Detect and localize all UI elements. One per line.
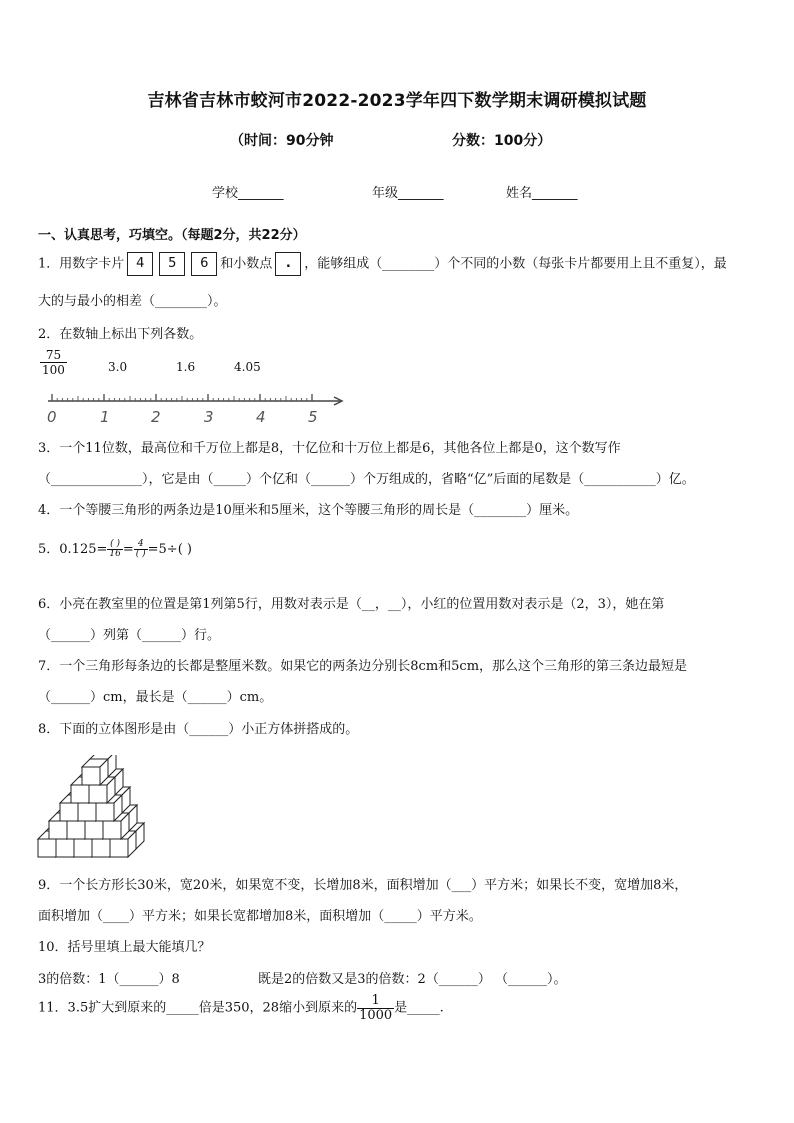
cube-front-face [60,803,78,821]
q11-suffix: 是_____. [394,1000,444,1016]
axis-label-3: 3 [204,408,214,426]
question-7-line1: 7．一个三角形每条边的长都是整厘米数。如果它的两条边分别长8cm和5cm，那么这个三角形的第三条边最短是 [38,659,688,674]
q11-fraction [357,994,394,1022]
q5-f1-den: 16 [109,549,121,559]
question-2: 2．在数轴上标出下列各数。 [38,327,203,342]
q2-fraction [40,348,67,377]
question-6-line1: 6．小亮在教室里的位置是第1列第5行，用数对表示是（__，__），小红的位置用数对表示是（2，3），她在第 [38,597,665,612]
question-9-line1: 9．一个长方形长30米，宽20米，如果宽不变，长增加8米，面积增加（___）平方米；如果长不变，宽增加8米， [38,878,688,893]
q11-frac-num: 1 [357,994,394,1009]
q2-number-4.05: 4.05 [234,360,261,374]
question-1 [38,252,727,277]
name-field: 姓名_______ [506,186,578,201]
number-line [40,390,350,430]
q5-suffix: =5÷( ) [147,542,192,557]
q11-frac-den: 1000 [359,1007,393,1023]
cube-front-face [85,821,103,839]
axis-label-1: 1 [100,408,110,426]
cube-front-face [38,839,56,857]
q1-rest: ，能够组成（________）个不同的小数（每张卡片都要用上且不重复），最 [304,256,727,272]
cube-front-face [103,821,121,839]
cube-front-face [96,803,114,821]
question-7-line2: （______）cm，最长是（______）cm。 [38,690,273,705]
card-4: 4 [127,252,153,276]
exam-time: （时间：90分钟 [230,133,334,149]
question-3-line2: （______________），它是由（_____）个亿和（______）个万组成的，省略“亿”后面的尾数是（___________）亿。 [38,472,695,487]
question-10: 10．括号里填上最大能填几？ [38,940,211,955]
q1-line2: 大的与最小的相差（________）。 [38,294,227,309]
cube-front-face [67,821,85,839]
question-8: 8．下面的立体图形是由（______）小正方体拼搭成的。 [38,722,359,737]
card-6: 6 [191,252,217,276]
card-decimal-point: . [275,252,301,276]
cube-front-face [89,785,107,803]
cube-front-face [78,803,96,821]
q2-fraction-num: 75 [40,348,67,363]
cube-front-face [74,839,92,857]
grade-field: 年级_______ [372,186,444,201]
question-3-line1: 3．一个11位数，最高位和千万位上都是8，十亿位和十万位上都是6，其他各位上都是0，这个数写作 [38,441,621,456]
q5-prefix: 5．0.125= [38,542,108,557]
q5-f2-num: 4 [134,540,148,550]
card-5: 5 [159,252,185,276]
q10-part-b: 既是2的倍数又是3的倍数：2（______） （______）。 [258,972,567,987]
q5-f1-num: ( ) [107,540,122,550]
question-6-line2: （______）列第（______）行。 [38,628,221,643]
axis-label-0: 0 [47,408,57,426]
axis-label-2: 2 [151,408,161,426]
cube-front-face [49,821,67,839]
page-title: 吉林省吉林市蛟河市2022-2023学年四下数学期末调研模拟试题 [147,91,647,111]
question-11 [38,994,444,1022]
q5-fraction-1 [107,540,122,560]
question-9-line2: 面积增加（____）平方米；如果长宽都增加8米，面积增加（_____）平方米。 [38,909,482,924]
q5-eq: = [122,542,134,557]
cube-stack-figure [36,755,160,859]
q2-number-1.6: 1.6 [176,360,196,374]
axis-label-5: 5 [308,408,318,426]
school-field: 学校_______ [212,186,284,201]
q2-number-3.0: 3.0 [108,360,128,374]
cube-front-face [56,839,74,857]
q5-f2-den: ( ) [135,549,146,559]
cube-front-face [82,767,100,785]
q1-prefix: 1．用数字卡片 [38,256,125,272]
section-heading: 一、认真思考，巧填空。（每题2分，共22分） [38,228,306,243]
q1-mid: 和小数点 [220,256,273,272]
cube-front-face [92,839,110,857]
exam-score: 分数：100分） [452,133,552,149]
cube-front-face [71,785,89,803]
q2-fraction-den: 100 [42,363,65,377]
axis-label-4: 4 [256,408,266,426]
q5-fraction-2 [134,540,148,560]
q11-prefix: 11．3.5扩大到原来的_____倍是350，28缩小到原来的 [38,1000,358,1016]
q10-part-a: 3的倍数：1（______）8 [38,972,180,987]
number-line-ticks [52,394,312,401]
question-4: 4．一个等腰三角形的两条边是10厘米和5厘米，这个等腰三角形的周长是（________）厘米。 [38,503,579,518]
cube-front-face [110,839,128,857]
question-5 [38,538,192,559]
